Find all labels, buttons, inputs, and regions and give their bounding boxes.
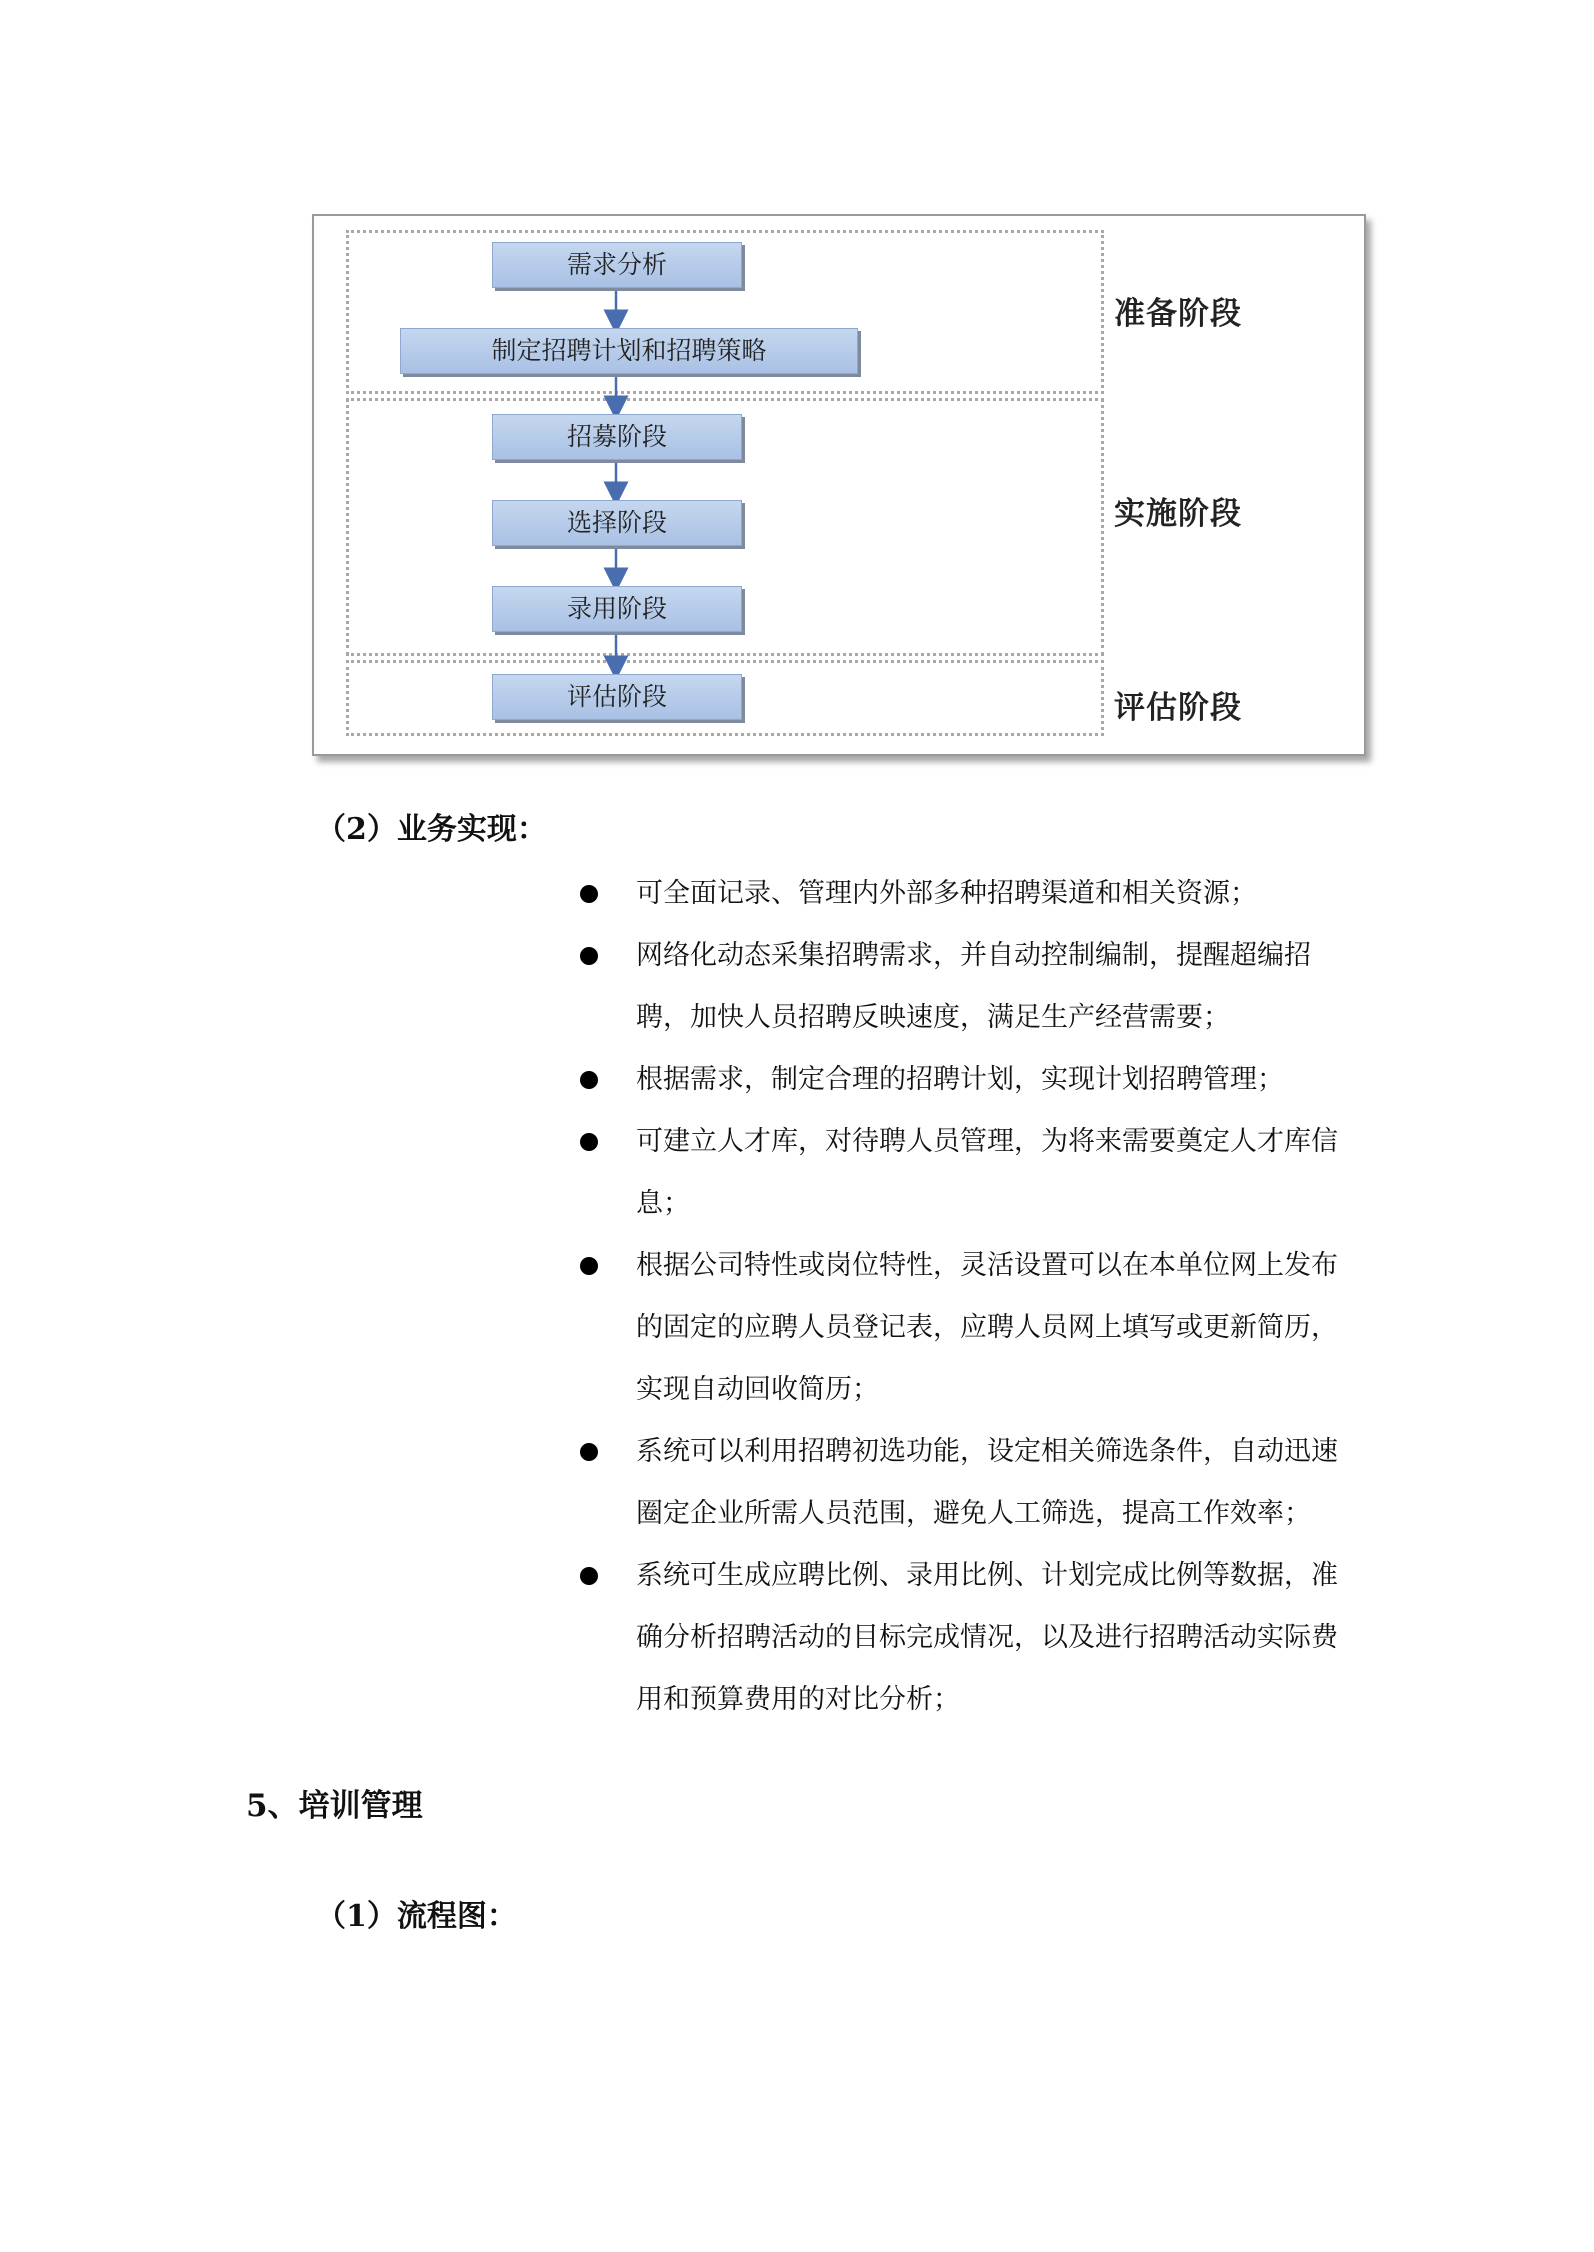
bullet-dot-icon [580, 885, 598, 903]
stage-label-evaluation: 评估阶段 [1114, 690, 1242, 726]
step-recruitment-plan: 制定招聘计划和招聘策略 [400, 328, 858, 374]
bullet-dot-icon [580, 1257, 598, 1275]
bullet-dot-icon [580, 1443, 598, 1461]
business-heading: （2）业务实现： [316, 812, 547, 847]
recruitment-flowchart [312, 214, 1366, 756]
bullet-dot-icon [580, 947, 598, 965]
list-item [580, 1421, 1360, 1545]
list-item [580, 1235, 1360, 1421]
stage-label-preparation: 准备阶段 [1114, 296, 1242, 332]
stage-label-implementation: 实施阶段 [1114, 496, 1242, 532]
list-item-text: 可建立人才库，对待聘人员管理，为将来需要奠定人才库信息； [636, 1126, 1338, 1219]
bullet-dot-icon [580, 1071, 598, 1089]
bullet-dot-icon [580, 1133, 598, 1151]
bullet-dot-icon [580, 1567, 598, 1585]
list-item [580, 1545, 1360, 1731]
list-item-text: 可全面记录、管理内外部多种招聘渠道和相关资源； [636, 878, 1257, 909]
step-evaluation: 评估阶段 [492, 674, 742, 720]
step-hiring: 录用阶段 [492, 586, 742, 632]
step-recruiting: 招募阶段 [492, 414, 742, 460]
section-heading-training: 5、培训管理 [246, 1788, 423, 1824]
list-item [580, 1049, 1360, 1111]
step-demand-analysis: 需求分析 [492, 242, 742, 288]
step-selection: 选择阶段 [492, 500, 742, 546]
list-item-text: 网络化动态采集招聘需求，并自动控制编制，提醒超编招聘，加快人员招聘反映速度，满足生产经营需要； [636, 940, 1311, 1033]
list-item-text: 系统可以利用招聘初选功能，设定相关筛选条件，自动迅速圈定企业所需人员范围，避免人工筛选，提高工作效率； [636, 1436, 1338, 1529]
flowchart-subheading: （1）流程图： [316, 1899, 517, 1934]
list-item-text: 系统可生成应聘比例、录用比例、计划完成比例等数据，准确分析招聘活动的目标完成情况，以及进行招聘活动实际费用和预算费用的对比分析； [636, 1560, 1338, 1715]
list-item-text: 根据需求，制定合理的招聘计划，实现计划招聘管理； [636, 1064, 1284, 1095]
list-item [580, 1111, 1360, 1235]
list-item-text: 根据公司特性或岗位特性，灵活设置可以在本单位网上发布的固定的应聘人员登记表，应聘人员网上填写或更新简历，实现自动回收简历； [636, 1250, 1338, 1405]
list-item [580, 925, 1360, 1049]
list-item [580, 863, 1360, 925]
business-list [580, 863, 1360, 1731]
